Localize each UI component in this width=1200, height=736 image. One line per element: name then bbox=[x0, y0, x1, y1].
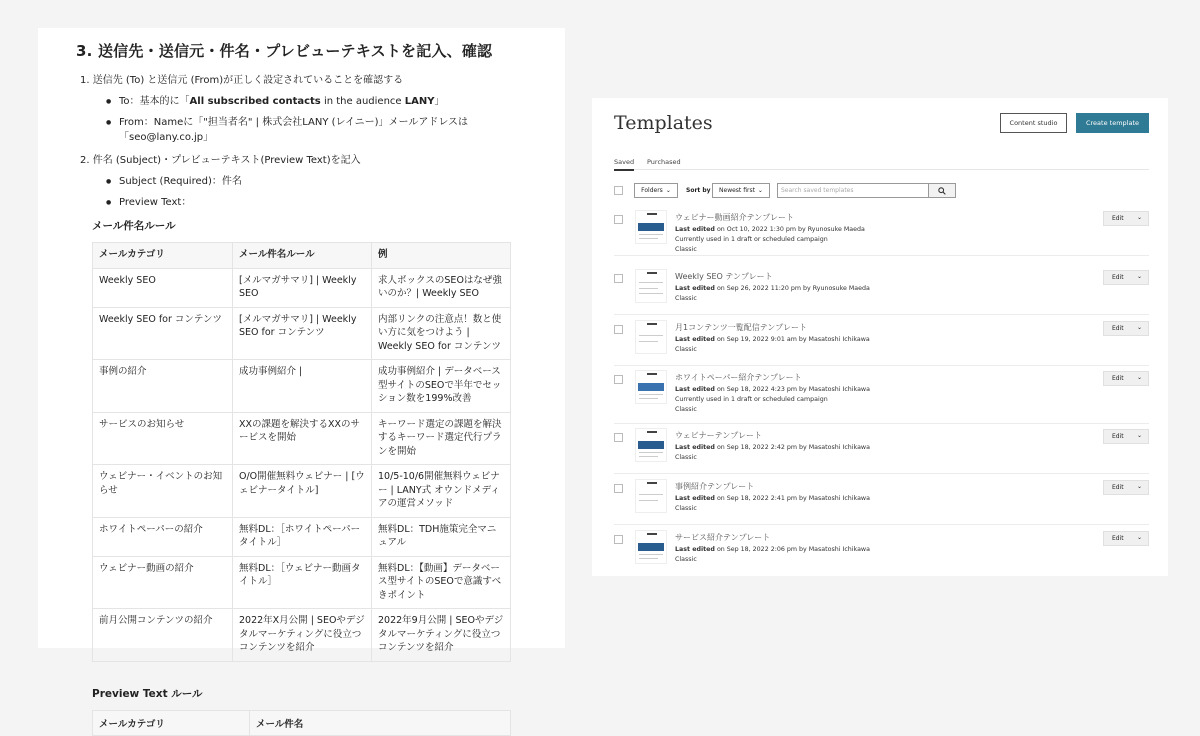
cell-example: キーワード選定の課題を解決するキーワード選定代行プランを開始 bbox=[372, 412, 511, 465]
step-2-list bbox=[106, 174, 565, 210]
table-row bbox=[93, 609, 511, 662]
template-thumbnail[interactable] bbox=[635, 210, 667, 244]
template-row bbox=[614, 526, 1149, 576]
template-thumbnail[interactable] bbox=[635, 320, 667, 354]
to-item: ● To：基本的に「All subscribed contacts in the audience LANY」 bbox=[106, 94, 565, 109]
cell-category: ホワイトペーパーの紹介 bbox=[93, 517, 233, 556]
create-template-button[interactable]: Create template bbox=[1076, 113, 1149, 133]
sort-by-label: Sort by bbox=[686, 187, 711, 194]
usage-info: Currently used in 1 draft or scheduled campaign bbox=[675, 396, 828, 403]
cell-rule: 2022年X月公開 | SEOやデジタルマーケティングに役立つコンテンツを紹介 bbox=[233, 609, 372, 662]
template-row bbox=[614, 206, 1149, 256]
cell-example: 成功事例紹介 | データベース型サイトのSEOで半年でセッション数を199%改善 bbox=[372, 360, 511, 413]
page-title: Templates bbox=[614, 112, 713, 134]
edit-button[interactable]: Edit ⌄ bbox=[1103, 371, 1149, 386]
subject-rules-table bbox=[92, 242, 511, 662]
row-checkbox[interactable] bbox=[614, 325, 623, 334]
template-type: Classic bbox=[675, 454, 697, 461]
cell-category: Weekly SEO bbox=[93, 268, 233, 307]
template-type: Classic bbox=[675, 505, 697, 512]
last-edited: Last edited on Sep 26, 2022 11:20 pm by Ryunosuke Maeda bbox=[675, 285, 870, 292]
usage-info: Currently used in 1 draft or scheduled campaign bbox=[675, 236, 828, 243]
row-checkbox[interactable] bbox=[614, 215, 623, 224]
table-row bbox=[93, 556, 511, 609]
cell-rule: 無料DL：［ウェビナー動画タイトル］ bbox=[233, 556, 372, 609]
cell-category: 事例の紹介 bbox=[93, 360, 233, 413]
cell-rule: [メルマガサマリ] | Weekly SEO for コンテンツ bbox=[233, 307, 372, 360]
template-thumbnail[interactable] bbox=[635, 479, 667, 513]
template-type: Classic bbox=[675, 246, 697, 253]
select-all-checkbox[interactable] bbox=[614, 186, 623, 195]
last-edited: Last edited on Oct 10, 2022 1:30 pm by Ryunosuke Maeda bbox=[675, 226, 865, 233]
preview-rules-heading: Preview Text ルール bbox=[92, 687, 203, 700]
cell-rule: XXの課題を解決するXXのサービスを開始 bbox=[233, 412, 372, 465]
chevron-down-icon: ⌄ bbox=[757, 187, 763, 194]
cell-category: ウェビナー・イベントのお知らせ bbox=[93, 465, 233, 518]
last-edited: Last edited on Sep 18, 2022 4:23 pm by Masatoshi Ichikawa bbox=[675, 386, 870, 393]
tab-purchased[interactable]: Purchased bbox=[647, 158, 681, 166]
chevron-down-icon[interactable]: ⌄ bbox=[1137, 374, 1143, 381]
header-category: メールカテゴリ bbox=[93, 710, 250, 735]
table-header-row bbox=[93, 243, 511, 269]
template-type: Classic bbox=[675, 406, 697, 413]
search-input[interactable]: Search saved templates bbox=[777, 183, 929, 198]
chevron-down-icon: ⌄ bbox=[665, 187, 671, 194]
templates-panel bbox=[592, 98, 1168, 576]
template-row bbox=[614, 316, 1149, 366]
cell-example: 求人ボックスのSEOはなぜ強いのか？| Weekly SEO bbox=[372, 268, 511, 307]
template-row bbox=[614, 424, 1149, 474]
table-row bbox=[93, 412, 511, 465]
edit-button[interactable]: Edit ⌄ bbox=[1103, 480, 1149, 495]
folders-dropdown[interactable] bbox=[634, 183, 678, 198]
chevron-down-icon[interactable]: ⌄ bbox=[1137, 273, 1143, 280]
row-checkbox[interactable] bbox=[614, 535, 623, 544]
edit-button[interactable]: Edit ⌄ bbox=[1103, 270, 1149, 285]
cell-rule: 成功事例紹介 | bbox=[233, 360, 372, 413]
sort-value: Newest first bbox=[719, 187, 755, 194]
cell-example: 無料DL：【動画】データベース型サイトのSEOで意識すべきポイント bbox=[372, 556, 511, 609]
cell-example: 2022年9月公開 | SEOやデジタルマーケティングに役立つコンテンツを紹介 bbox=[372, 609, 511, 662]
header-rule: メール件名ルール bbox=[233, 243, 372, 269]
from-item: ● From：Nameに「"担当者名" | 株式会社LANY (レイニー)」メールアドレスは 「seo@lany.co.jp」 bbox=[106, 115, 565, 145]
template-thumbnail[interactable] bbox=[635, 269, 667, 303]
chevron-down-icon[interactable]: ⌄ bbox=[1137, 324, 1143, 331]
edit-button[interactable]: Edit ⌄ bbox=[1103, 429, 1149, 444]
last-edited: Last edited on Sep 18, 2022 2:06 pm by Masatoshi Ichikawa bbox=[675, 546, 870, 553]
header-subject: メール件名 bbox=[250, 710, 511, 735]
template-thumbnail[interactable] bbox=[635, 530, 667, 564]
search-button[interactable] bbox=[929, 183, 956, 198]
cell-example: 無料DL：TDH施策完全マニュアル bbox=[372, 517, 511, 556]
cell-rule: 無料DL：［ホワイトペーパータイトル］ bbox=[233, 517, 372, 556]
subject-item: ● Subject (Required)：件名 bbox=[106, 174, 565, 189]
template-name[interactable]: サービス紹介テンプレート bbox=[675, 533, 771, 542]
table-row bbox=[93, 517, 511, 556]
template-thumbnail[interactable] bbox=[635, 370, 667, 404]
cell-category: 前月公開コンテンツの紹介 bbox=[93, 609, 233, 662]
row-checkbox[interactable] bbox=[614, 375, 623, 384]
chevron-down-icon[interactable]: ⌄ bbox=[1137, 214, 1143, 221]
template-name[interactable]: 月1コンテンツ一覧配信テンプレート bbox=[675, 323, 807, 332]
sort-dropdown[interactable] bbox=[712, 183, 770, 198]
rules-heading: メール件名ルール bbox=[92, 220, 176, 232]
header-example: 例 bbox=[372, 243, 511, 269]
cell-example: 10/5-10/6開催無料ウェビナー | LANY式 オウンドメディアの運営メソッド bbox=[372, 465, 511, 518]
chevron-down-icon[interactable]: ⌄ bbox=[1137, 432, 1143, 439]
template-type: Classic bbox=[675, 295, 697, 302]
row-checkbox[interactable] bbox=[614, 484, 623, 493]
folders-label: Folders bbox=[641, 187, 663, 194]
cell-category: Weekly SEO for コンテンツ bbox=[93, 307, 233, 360]
chevron-down-icon[interactable]: ⌄ bbox=[1137, 534, 1143, 541]
last-edited: Last edited on Sep 18, 2022 2:41 pm by Masatoshi Ichikawa bbox=[675, 495, 870, 502]
cell-category: サービスのお知らせ bbox=[93, 412, 233, 465]
table-row bbox=[93, 268, 511, 307]
template-row bbox=[614, 475, 1149, 525]
template-name[interactable]: ホワイトペーパー紹介テンプレート bbox=[675, 373, 802, 382]
template-name[interactable]: ウェビナー動画紹介テンプレート bbox=[675, 213, 794, 222]
step-1: 1. 送信先 (To) と送信元 (From)が正しく設定されていることを確認する bbox=[80, 75, 404, 86]
cell-example: 内部リンクの注意点！数と使い方に気をつけよう | Weekly SEO for コンテンツ bbox=[372, 307, 511, 360]
document-panel bbox=[38, 28, 565, 730]
step-1-list bbox=[106, 94, 565, 145]
table-row bbox=[93, 307, 511, 360]
preview-text-item: ● Preview Text： bbox=[106, 195, 565, 210]
last-edited: Last edited on Sep 18, 2022 2:42 pm by Masatoshi Ichikawa bbox=[675, 444, 870, 451]
template-row bbox=[614, 366, 1149, 424]
tab-saved[interactable]: Saved bbox=[614, 158, 634, 171]
edit-button[interactable]: Edit ⌄ bbox=[1103, 211, 1149, 226]
table-header-row bbox=[93, 710, 511, 735]
row-checkbox[interactable] bbox=[614, 433, 623, 442]
cell-category: ウェビナー動画の紹介 bbox=[93, 556, 233, 609]
search-icon bbox=[938, 187, 946, 195]
edit-button[interactable]: Edit ⌄ bbox=[1103, 321, 1149, 336]
cell-rule: [メルマガサマリ] | Weekly SEO bbox=[233, 268, 372, 307]
template-name[interactable]: Weekly SEO テンプレート bbox=[675, 272, 773, 281]
template-type: Classic bbox=[675, 346, 697, 353]
template-type: Classic bbox=[675, 556, 697, 563]
template-name[interactable]: ウェビナーテンプレート bbox=[675, 431, 762, 440]
section-heading: 3. 送信先・送信元・件名・プレビューテキストを記入、確認 bbox=[76, 42, 493, 60]
cell-rule: O/O開催無料ウェビナー | [ウェビナータイトル] bbox=[233, 465, 372, 518]
last-edited: Last edited on Sep 19, 2022 9:01 am by Masatoshi Ichikawa bbox=[675, 336, 870, 343]
step-2: 2. 件名 (Subject)・プレビューテキスト(Preview Text)を記入 bbox=[80, 155, 361, 166]
table-row bbox=[93, 360, 511, 413]
header-category: メールカテゴリ bbox=[93, 243, 233, 269]
chevron-down-icon[interactable]: ⌄ bbox=[1137, 483, 1143, 490]
template-thumbnail[interactable] bbox=[635, 428, 667, 462]
template-name[interactable]: 事例紹介テンプレート bbox=[675, 482, 755, 491]
preview-rules-table bbox=[92, 710, 511, 736]
edit-button[interactable]: Edit ⌄ bbox=[1103, 531, 1149, 546]
content-studio-button[interactable]: Content studio bbox=[1000, 113, 1067, 133]
template-row bbox=[614, 265, 1149, 315]
table-row bbox=[93, 465, 511, 518]
row-checkbox[interactable] bbox=[614, 274, 623, 283]
tab-bar bbox=[614, 156, 1149, 170]
